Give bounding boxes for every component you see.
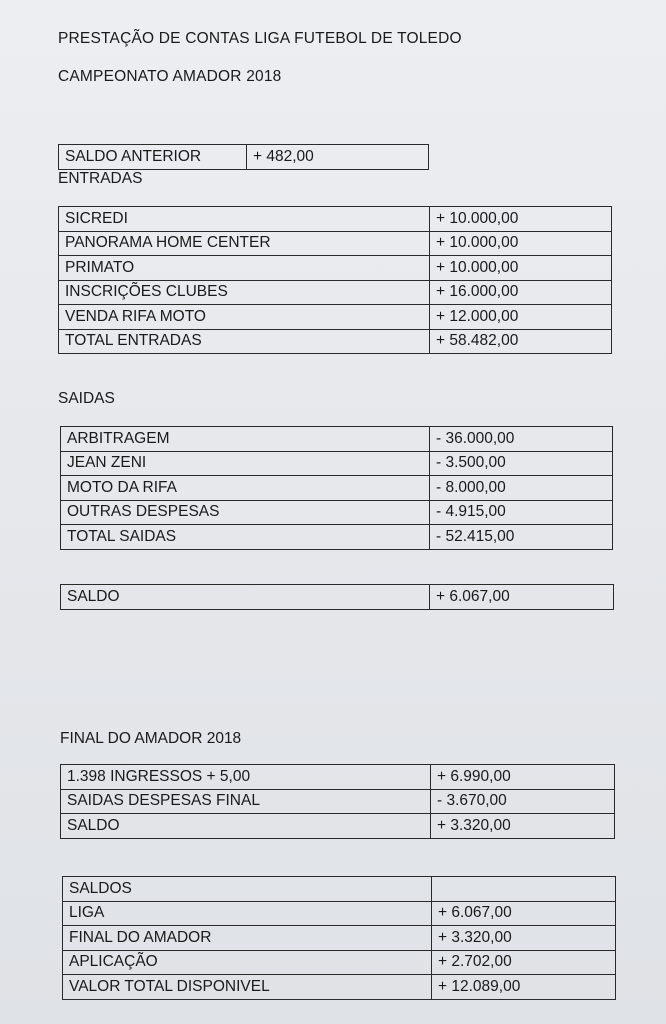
total-saidas-label: TOTAL SAIDAS [61,525,430,550]
saldo-anterior-table [58,144,429,170]
saldo-anterior-label: SALDO ANTERIOR [59,145,247,170]
final-table [60,764,615,839]
table-row [59,231,612,256]
entrada-value: + 10.000,00 [430,231,612,256]
saida-value: - 8.000,00 [430,476,613,501]
entrada-value: + 10.000,00 [430,207,612,232]
saldo-anterior-value: + 482,00 [247,145,429,170]
saidas-table [60,426,613,550]
entrada-value: + 12.000,00 [430,305,612,330]
table-row [59,329,612,354]
table-row [59,207,612,232]
table-row [61,765,615,790]
saldos-value: + 2.702,00 [432,950,616,975]
valor-total-label: VALOR TOTAL DISPONIVEL [63,975,432,1000]
table-row [61,427,613,452]
saida-label: JEAN ZENI [61,451,430,476]
table-row [59,305,612,330]
page-subtitle: CAMPEONATO AMADOR 2018 [58,68,282,85]
table-row [63,975,616,1000]
saida-value: - 3.500,00 [430,451,613,476]
saldo-value: + 6.067,00 [430,585,614,610]
saida-value: - 4.915,00 [430,500,613,525]
final-label: SALDO [61,814,431,839]
table-row [59,280,612,305]
table-row [59,145,429,170]
saldos-value: + 3.320,00 [432,926,616,951]
saida-label: OUTRAS DESPESAS [61,500,430,525]
saldos-label: FINAL DO AMADOR [63,926,432,951]
table-row [63,901,616,926]
saldos-heading: SALDOS [63,877,432,902]
saida-label: ARBITRAGEM [61,427,430,452]
entrada-label: VENDA RIFA MOTO [59,305,430,330]
table-row [61,789,615,814]
final-heading: FINAL DO AMADOR 2018 [60,730,242,747]
table-row [61,585,614,610]
entrada-label: PRIMATO [59,256,430,281]
saida-label: MOTO DA RIFA [61,476,430,501]
final-value: + 3.320,00 [431,814,615,839]
saldos-table [62,876,616,1000]
table-row [59,256,612,281]
saldo-table [60,584,614,610]
entrada-label: INSCRIÇÕES CLUBES [59,280,430,305]
table-row [63,950,616,975]
entrada-label: SICREDI [59,207,430,232]
saida-value: - 36.000,00 [430,427,613,452]
entradas-table [58,206,612,354]
saldos-label: LIGA [63,901,432,926]
saldos-value: + 6.067,00 [432,901,616,926]
saldos-heading-value [432,877,616,902]
entradas-heading: ENTRADAS [58,170,143,187]
table-row [61,451,613,476]
saldos-label: APLICAÇÃO [63,950,432,975]
total-entradas-value: + 58.482,00 [430,329,612,354]
final-value: - 3.670,00 [431,789,615,814]
table-row [63,877,616,902]
final-label: SAIDAS DESPESAS FINAL [61,789,431,814]
total-entradas-label: TOTAL ENTRADAS [59,329,430,354]
entrada-value: + 10.000,00 [430,256,612,281]
saidas-heading: SAIDAS [58,390,115,407]
page-title: PRESTAÇÃO DE CONTAS LIGA FUTEBOL DE TOLEDO [58,30,462,47]
entrada-value: + 16.000,00 [430,280,612,305]
table-row [61,814,615,839]
entrada-label: PANORAMA HOME CENTER [59,231,430,256]
final-value: + 6.990,00 [431,765,615,790]
table-row [63,926,616,951]
saldo-label: SALDO [61,585,430,610]
table-row [61,500,613,525]
valor-total-value: + 12.089,00 [432,975,616,1000]
final-label: 1.398 INGRESSOS + 5,00 [61,765,431,790]
table-row [61,525,613,550]
table-row [61,476,613,501]
total-saidas-value: - 52.415,00 [430,525,613,550]
